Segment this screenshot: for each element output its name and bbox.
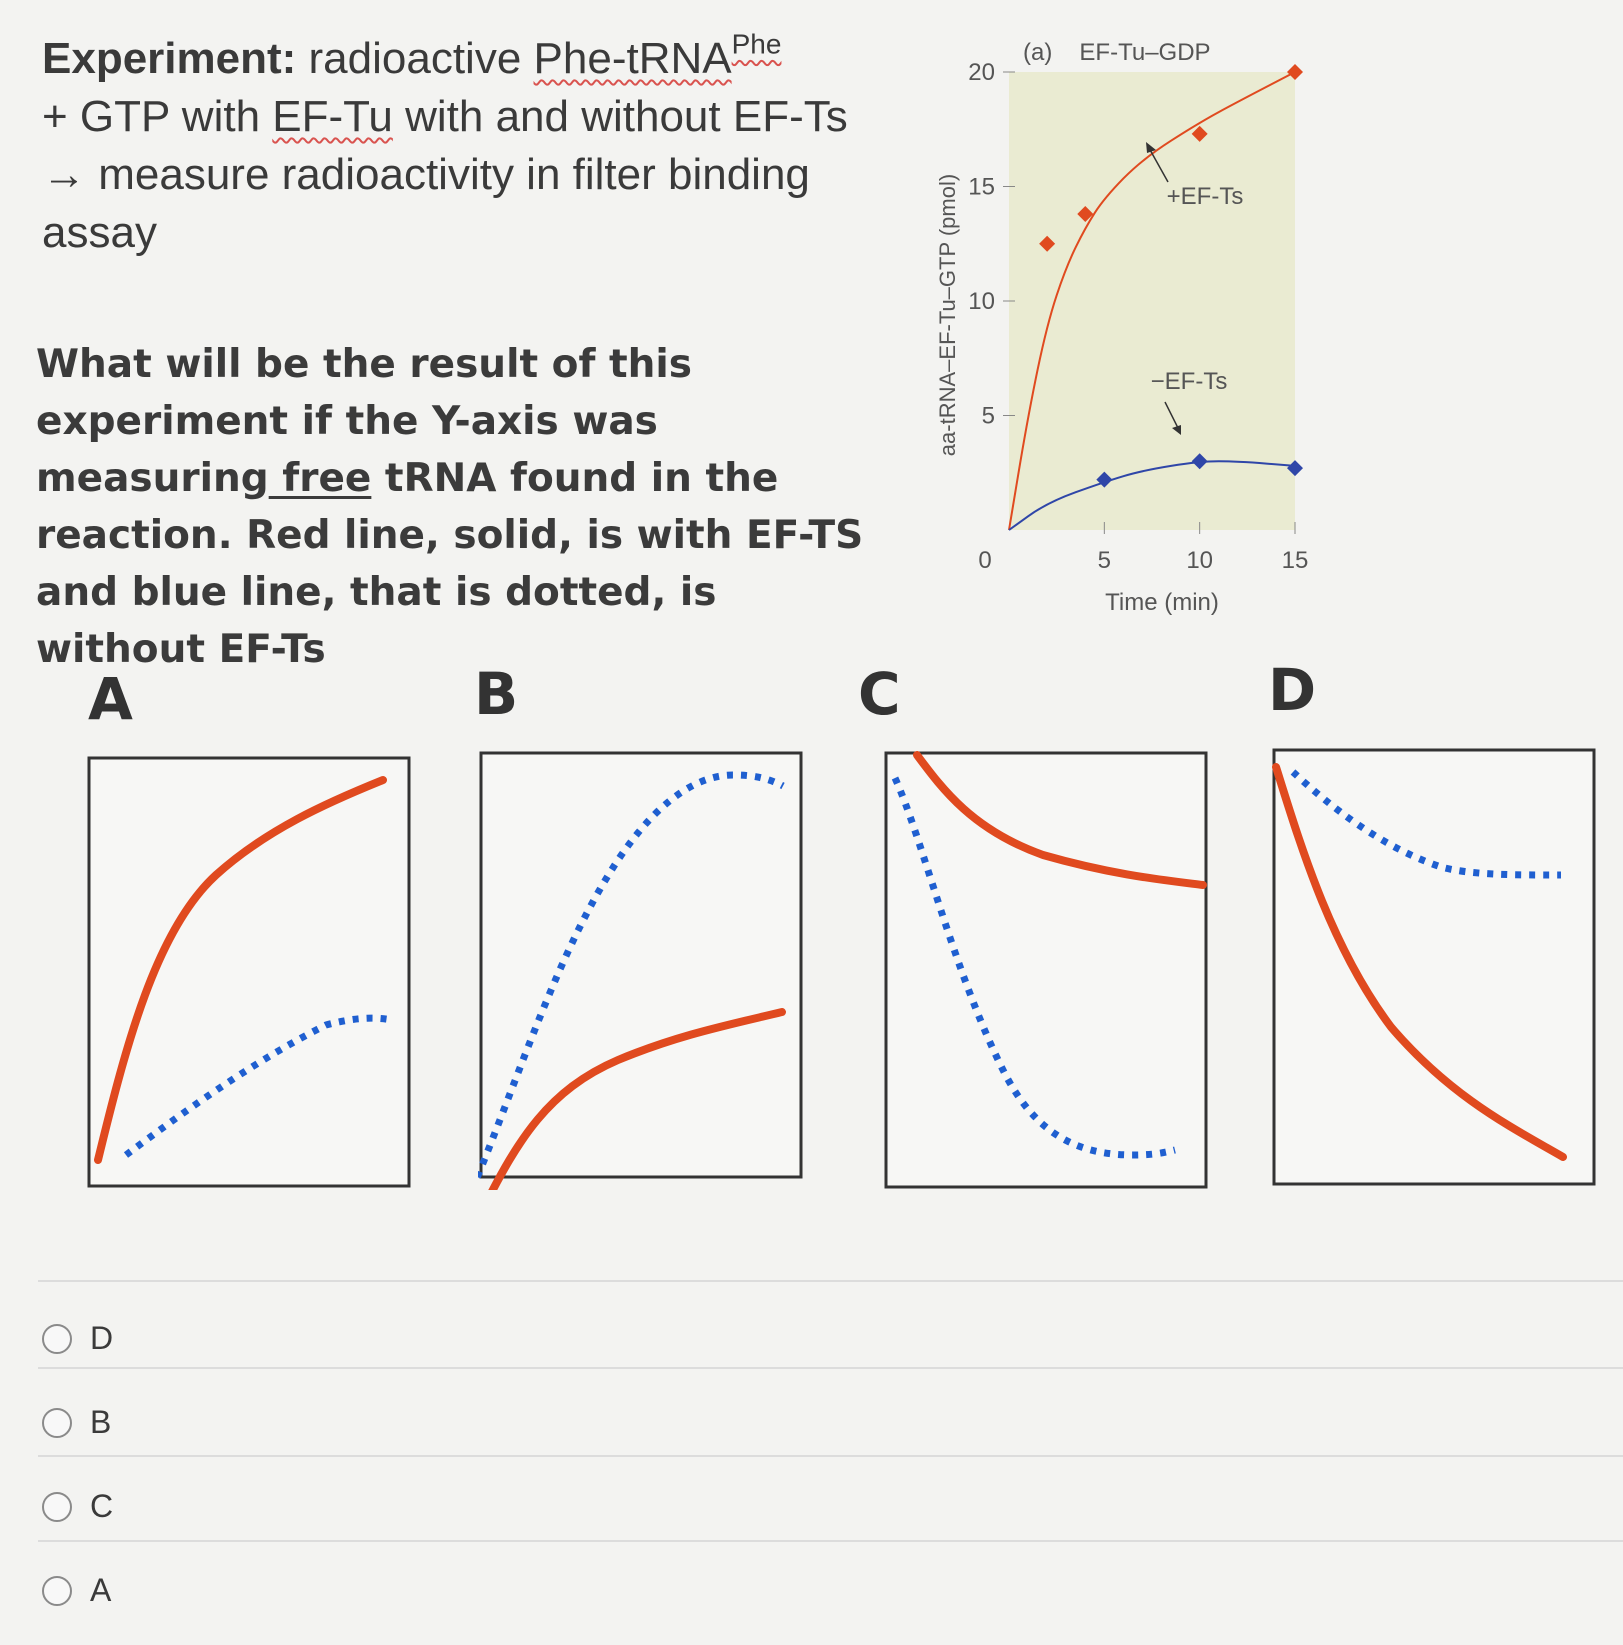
experiment-part3: with and without EF-Ts → measure radioactivity in filter binding assay (42, 92, 848, 257)
divider (38, 1540, 1623, 1542)
legend-with-efts: +EF-Ts (1166, 183, 1244, 210)
divider (38, 1455, 1623, 1457)
plot-area (1009, 72, 1295, 530)
option-label-b: B (474, 660, 519, 728)
experiment-part1: radioactive (296, 34, 534, 83)
x-tick-label: 15 (1281, 547, 1309, 574)
y-tick-label: 5 (981, 402, 995, 430)
answer-option[interactable] (42, 1572, 111, 1609)
question-before: What will be the result of this experiment if the Y-axis was measuring (36, 342, 692, 501)
y-tick-label: 20 (968, 59, 995, 86)
radio-button[interactable] (42, 1492, 72, 1522)
option-chart-d (1271, 747, 1601, 1187)
answer-label: C (90, 1488, 114, 1524)
divider (38, 1280, 1623, 1282)
x-tick-label: 5 (1097, 547, 1112, 574)
question-after: tRNA found in the reaction. Red line, solid, is with EF-TS and blue line, that is dotted, is without EF-Ts (36, 456, 864, 672)
panel-label: (a) (1023, 39, 1053, 66)
answer-option[interactable] (42, 1320, 113, 1357)
eftu-term: EF-Tu (272, 92, 393, 141)
experiment-part2: + GTP with (42, 92, 273, 141)
option-chart-b (478, 750, 808, 1190)
legend-without-efts: −EF-Ts (1150, 368, 1228, 395)
answer-label: A (90, 1572, 112, 1608)
option-label-d: D (1268, 656, 1317, 724)
y-tick-label: 10 (968, 288, 995, 315)
option-label-c: C (858, 660, 901, 728)
y-tick-label: 15 (968, 173, 995, 201)
answer-label: B (90, 1404, 112, 1440)
chart-title: EF-Tu–GDP (1079, 39, 1211, 66)
question-text (36, 336, 896, 678)
trna-superscript: Phe (731, 28, 782, 60)
radio-button[interactable] (42, 1576, 72, 1606)
answer-label: D (90, 1320, 114, 1356)
option-chart-a (86, 755, 416, 1195)
radio-button[interactable] (42, 1408, 72, 1438)
radio-button[interactable] (42, 1324, 72, 1354)
reference-chart (925, 30, 1385, 630)
x-tick-label: 10 (1186, 547, 1214, 574)
origin-label: 0 (978, 547, 992, 574)
y-axis-label: aa-tRNA–EF-Tu–GTP (pmol) (935, 173, 960, 457)
trna-term: Phe-tRNA (533, 34, 732, 83)
answer-option[interactable] (42, 1488, 113, 1525)
answer-option[interactable] (42, 1404, 111, 1441)
experiment-label: Experiment: (42, 34, 297, 83)
divider (38, 1367, 1623, 1369)
option-label-a: A (88, 665, 133, 733)
question-emphasis: free (268, 456, 372, 501)
experiment-text (42, 30, 892, 262)
x-axis-label: Time (min) (1105, 589, 1219, 616)
option-chart-c (883, 750, 1213, 1190)
